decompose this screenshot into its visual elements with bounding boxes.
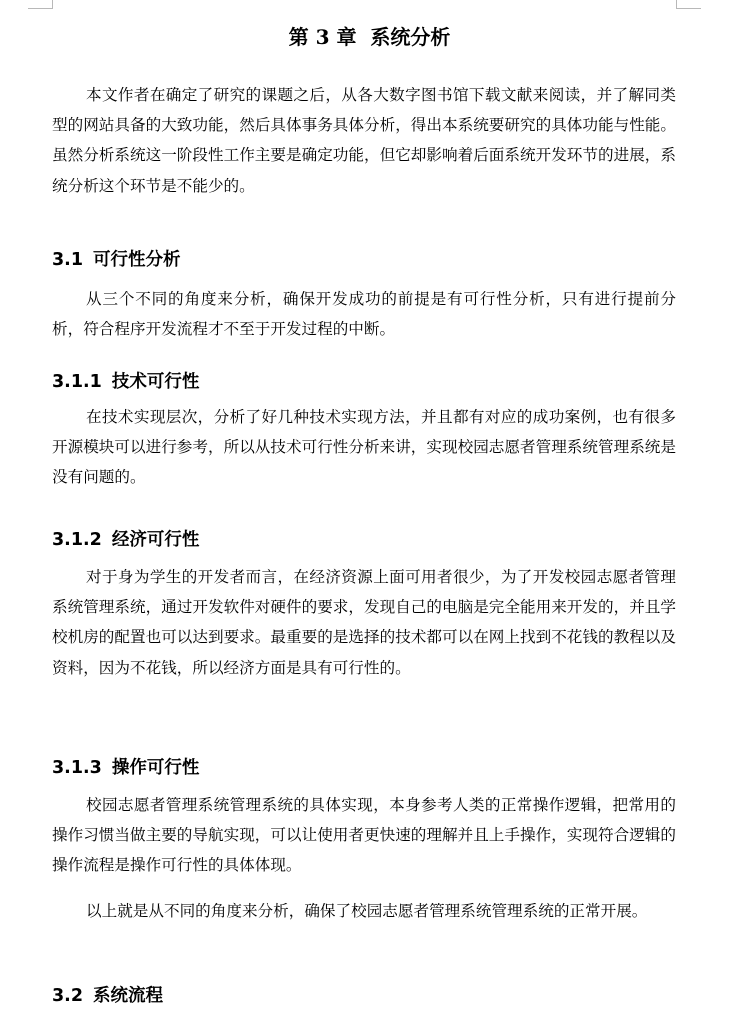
- section-title: 可行性分析: [93, 250, 181, 270]
- economic-paragraph: 对于身为学生的开发者而言，在经济资源上面可用者很少，为了开发校园志愿者管理系统管理系统，通过开发软件对硬件的要求，发现自己的电脑是完全能用来开发的，并且学校机房的配置也可以达到要求。最重要的是选择的技术都可以在网上找到不花钱的教程以及资料，因为不花钱，所以经济方面是具有可行性的。: [52, 568, 676, 677]
- intro-paragraph: 本文作者在确定了研究的课题之后，从各大数字图书馆下载文献来阅读，并了解同类型的网站具备的大致功能，然后具体事务具体分析，得出本系统要研究的具体功能与性能。虽然分析系统这一阶段性工作主要是确定功能，但它却影响着后面系统开发环节的进展，系统分析这个环节是不能少的。: [52, 86, 676, 195]
- section-title: 系统流程: [93, 986, 164, 1006]
- section-heading-3-2: [52, 982, 163, 1010]
- crop-mark-top-right: [676, 0, 701, 9]
- section-heading-3-1: [52, 246, 181, 274]
- section-heading-3-1-3: [52, 754, 199, 782]
- operational-paragraph: 校园志愿者管理系统管理系统的具体实现，本身参考人类的正常操作逻辑，把常用的操作习惯当做主要的导航实现，可以让使用者更快速的理解并且上手操作，实现符合逻辑的操作流程是操作可行性的具体体现。: [52, 796, 676, 875]
- technical-paragraph: 在技术实现层次，分析了好几种技术实现方法，并且都有对应的成功案例，也有很多开源模块可以进行参考，所以从技术可行性分析来讲，实现校园志愿者管理系统管理系统是没有问题的。: [52, 408, 676, 487]
- section-heading-3-1-2: [52, 526, 199, 554]
- section-title: 技术可行性: [111, 372, 200, 392]
- chapter-title: 第 3 章 系统分析: [288, 25, 451, 49]
- section-number: 3.1.1: [52, 372, 102, 392]
- section-number: 3.2: [52, 986, 84, 1006]
- operational-conclusion-paragraph: 以上就是从不同的角度来分析，确保了校园志愿者管理系统管理系统的正常开展。: [86, 902, 648, 920]
- section-number: 3.1: [52, 250, 84, 270]
- section-title: 操作可行性: [111, 758, 200, 778]
- section-number: 3.1.2: [52, 530, 102, 550]
- feasibility-paragraph: 从三个不同的角度来分析，确保开发成功的前提是有可行性分析，只有进行提前分析，符合程序开发流程才不至于开发过程的中断。: [52, 290, 676, 339]
- section-number: 3.1.3: [52, 758, 102, 778]
- crop-mark-top-left: [28, 0, 53, 9]
- section-title: 经济可行性: [111, 530, 200, 550]
- section-heading-3-1-1: [52, 368, 199, 396]
